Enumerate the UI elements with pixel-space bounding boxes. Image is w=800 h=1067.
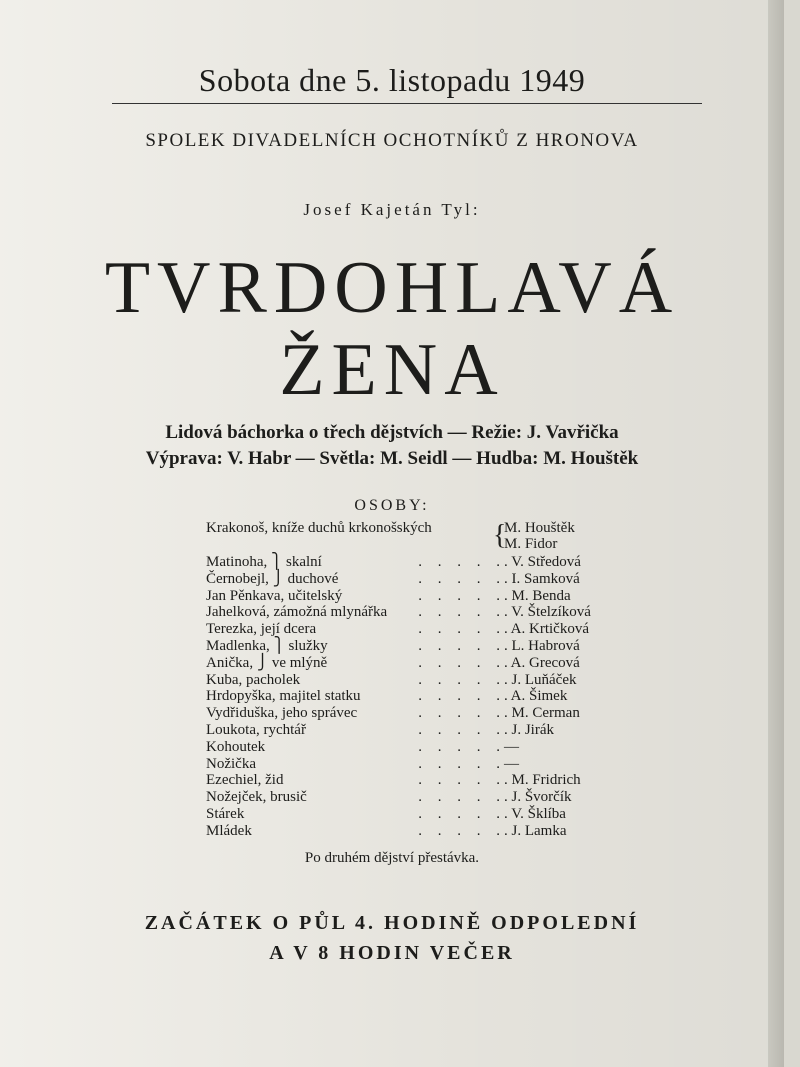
cast-actor: . M. Cerman (504, 705, 580, 722)
cast-row (206, 638, 606, 655)
cast-leader-dots: . . . . . (418, 604, 506, 621)
cast-row (206, 772, 606, 789)
cast-actor: . J. Švorčík (504, 789, 572, 806)
cast-actor: . A. Šimek (504, 688, 568, 705)
cast-role: Kohoutek (206, 738, 266, 755)
cast-row (206, 705, 606, 722)
cast-actor: . I. Samková (504, 570, 580, 587)
cast-role: Jahelková, zámožná mlynářka (206, 604, 388, 621)
cast-role: Terezka, její dcera (206, 621, 317, 638)
cast-actor: . V. Štelzíková (504, 604, 591, 621)
performance-date: Sobota dne 5. listopadu 1949 (198, 62, 586, 98)
play-author: Josef Kajetán Tyl: (303, 200, 481, 219)
cast-actor: — (504, 738, 519, 755)
cast-actor: . J. Lamka (504, 822, 567, 839)
cast-role: Jan Pěnkava, učitelský (206, 587, 343, 604)
cast-role: Loukota, rychtář (206, 721, 306, 738)
cast-row (206, 621, 606, 638)
cast-actor: . V. Šklíba (504, 805, 566, 822)
cast-role: Černobejl, ⎭ duchové (206, 570, 339, 587)
cast-leader-dots: . . . . . (418, 570, 506, 587)
cast-role: Vydřiduška, jeho správec (206, 705, 358, 722)
cast-actor: . A. Krtičková (504, 621, 589, 638)
society-name: SPOLEK DIVADELNÍCH OCHOTNÍKŮ Z HRONOVA (145, 130, 639, 151)
cast-role: Nožejček, brusič (206, 789, 307, 806)
cast-row (206, 722, 606, 739)
cast-brace: { (493, 520, 507, 551)
cast-row (206, 520, 606, 554)
cast-actor: M. Houštěk (504, 520, 575, 536)
cast-row (206, 688, 606, 705)
cast-role: Hrdopyška, majitel statku (206, 688, 361, 705)
cast-row (206, 789, 606, 806)
cast-leader-dots: . . . . . (418, 688, 506, 705)
cast-leader-dots: . . . . . (418, 705, 506, 722)
cast-list (206, 520, 606, 840)
cast-actor: . J. Luňáček (504, 671, 577, 688)
cast-leader-dots: . . . . . (418, 721, 506, 738)
cast-leader-dots: . . . . . (418, 554, 506, 570)
cast-role: Ezechiel, žid (206, 772, 284, 789)
cast-role: Madlenka, ⎫ služky (206, 637, 328, 654)
cast-actor: . J. Jirák (504, 721, 554, 738)
cast-row (206, 823, 606, 840)
page-edge (768, 0, 784, 1067)
cast-leader-dots: . . . . . (418, 772, 506, 789)
cast-row (206, 588, 606, 605)
cast-leader-dots: . . . . . (418, 805, 506, 822)
cast-role: Anička, ⎭ ve mlýně (206, 654, 328, 671)
cast-leader-dots: . . . . . (418, 621, 506, 638)
cast-actor: . M. Fridrich (504, 772, 581, 789)
cast-actor-alternate: M. Fidor (504, 536, 558, 552)
cast-row (206, 756, 606, 773)
play-crew: Výprava: V. Habr — Světla: M. Seidl — Hudba: M. Houštěk (145, 448, 639, 469)
play-subtitle: Lidová báchorka o třech dějstvích — Režie: J. Vavřička (165, 422, 619, 443)
cast-actor: . A. Grecová (504, 654, 580, 671)
play-title-line1: TVRDOHLAVÁ (104, 247, 680, 329)
cast-row (206, 571, 606, 588)
cast-heading: OSOBY: (354, 497, 430, 514)
cast-leader-dots: . . . . . (418, 738, 506, 755)
cast-role: Nožička (206, 755, 256, 772)
header-rule (112, 103, 702, 104)
cast-leader-dots: . . . . . (418, 654, 506, 671)
cast-role: Stárek (206, 805, 245, 822)
cast-role: Kuba, pacholek (206, 671, 301, 688)
play-title-line2: ŽENA (279, 329, 505, 411)
cast-row (206, 655, 606, 672)
cast-row (206, 806, 606, 823)
cast-leader-dots: . . . . . (418, 671, 506, 688)
start-time-line2: A V 8 HODIN VEČER (269, 942, 515, 964)
cast-row (206, 672, 606, 689)
cast-role: Matinoha, ⎫ skalní (206, 554, 322, 570)
cast-leader-dots: . . . . . (418, 587, 506, 604)
cast-row (206, 604, 606, 621)
start-time-line1: ZAČÁTEK O PŮL 4. HODINĚ ODPOLEDNÍ (144, 912, 640, 934)
cast-actor: . V. Středová (504, 554, 581, 570)
intermission-note: Po druhém dějství přestávka. (304, 850, 480, 866)
cast-leader-dots: . . . . . (418, 637, 506, 654)
cast-role: Krakonoš, kníže duchů krkonošských (206, 520, 432, 536)
cast-actor: . M. Benda (504, 587, 571, 604)
cast-actor: — (504, 755, 519, 772)
cast-leader-dots: . . . . . (418, 755, 506, 772)
cast-leader-dots: . . . . . (418, 822, 506, 839)
cast-leader-dots: . . . . . (418, 789, 506, 806)
cast-row (206, 554, 606, 571)
cast-role: Mládek (206, 822, 252, 839)
cast-row (206, 739, 606, 756)
cast-actor: . L. Habrová (504, 637, 580, 654)
